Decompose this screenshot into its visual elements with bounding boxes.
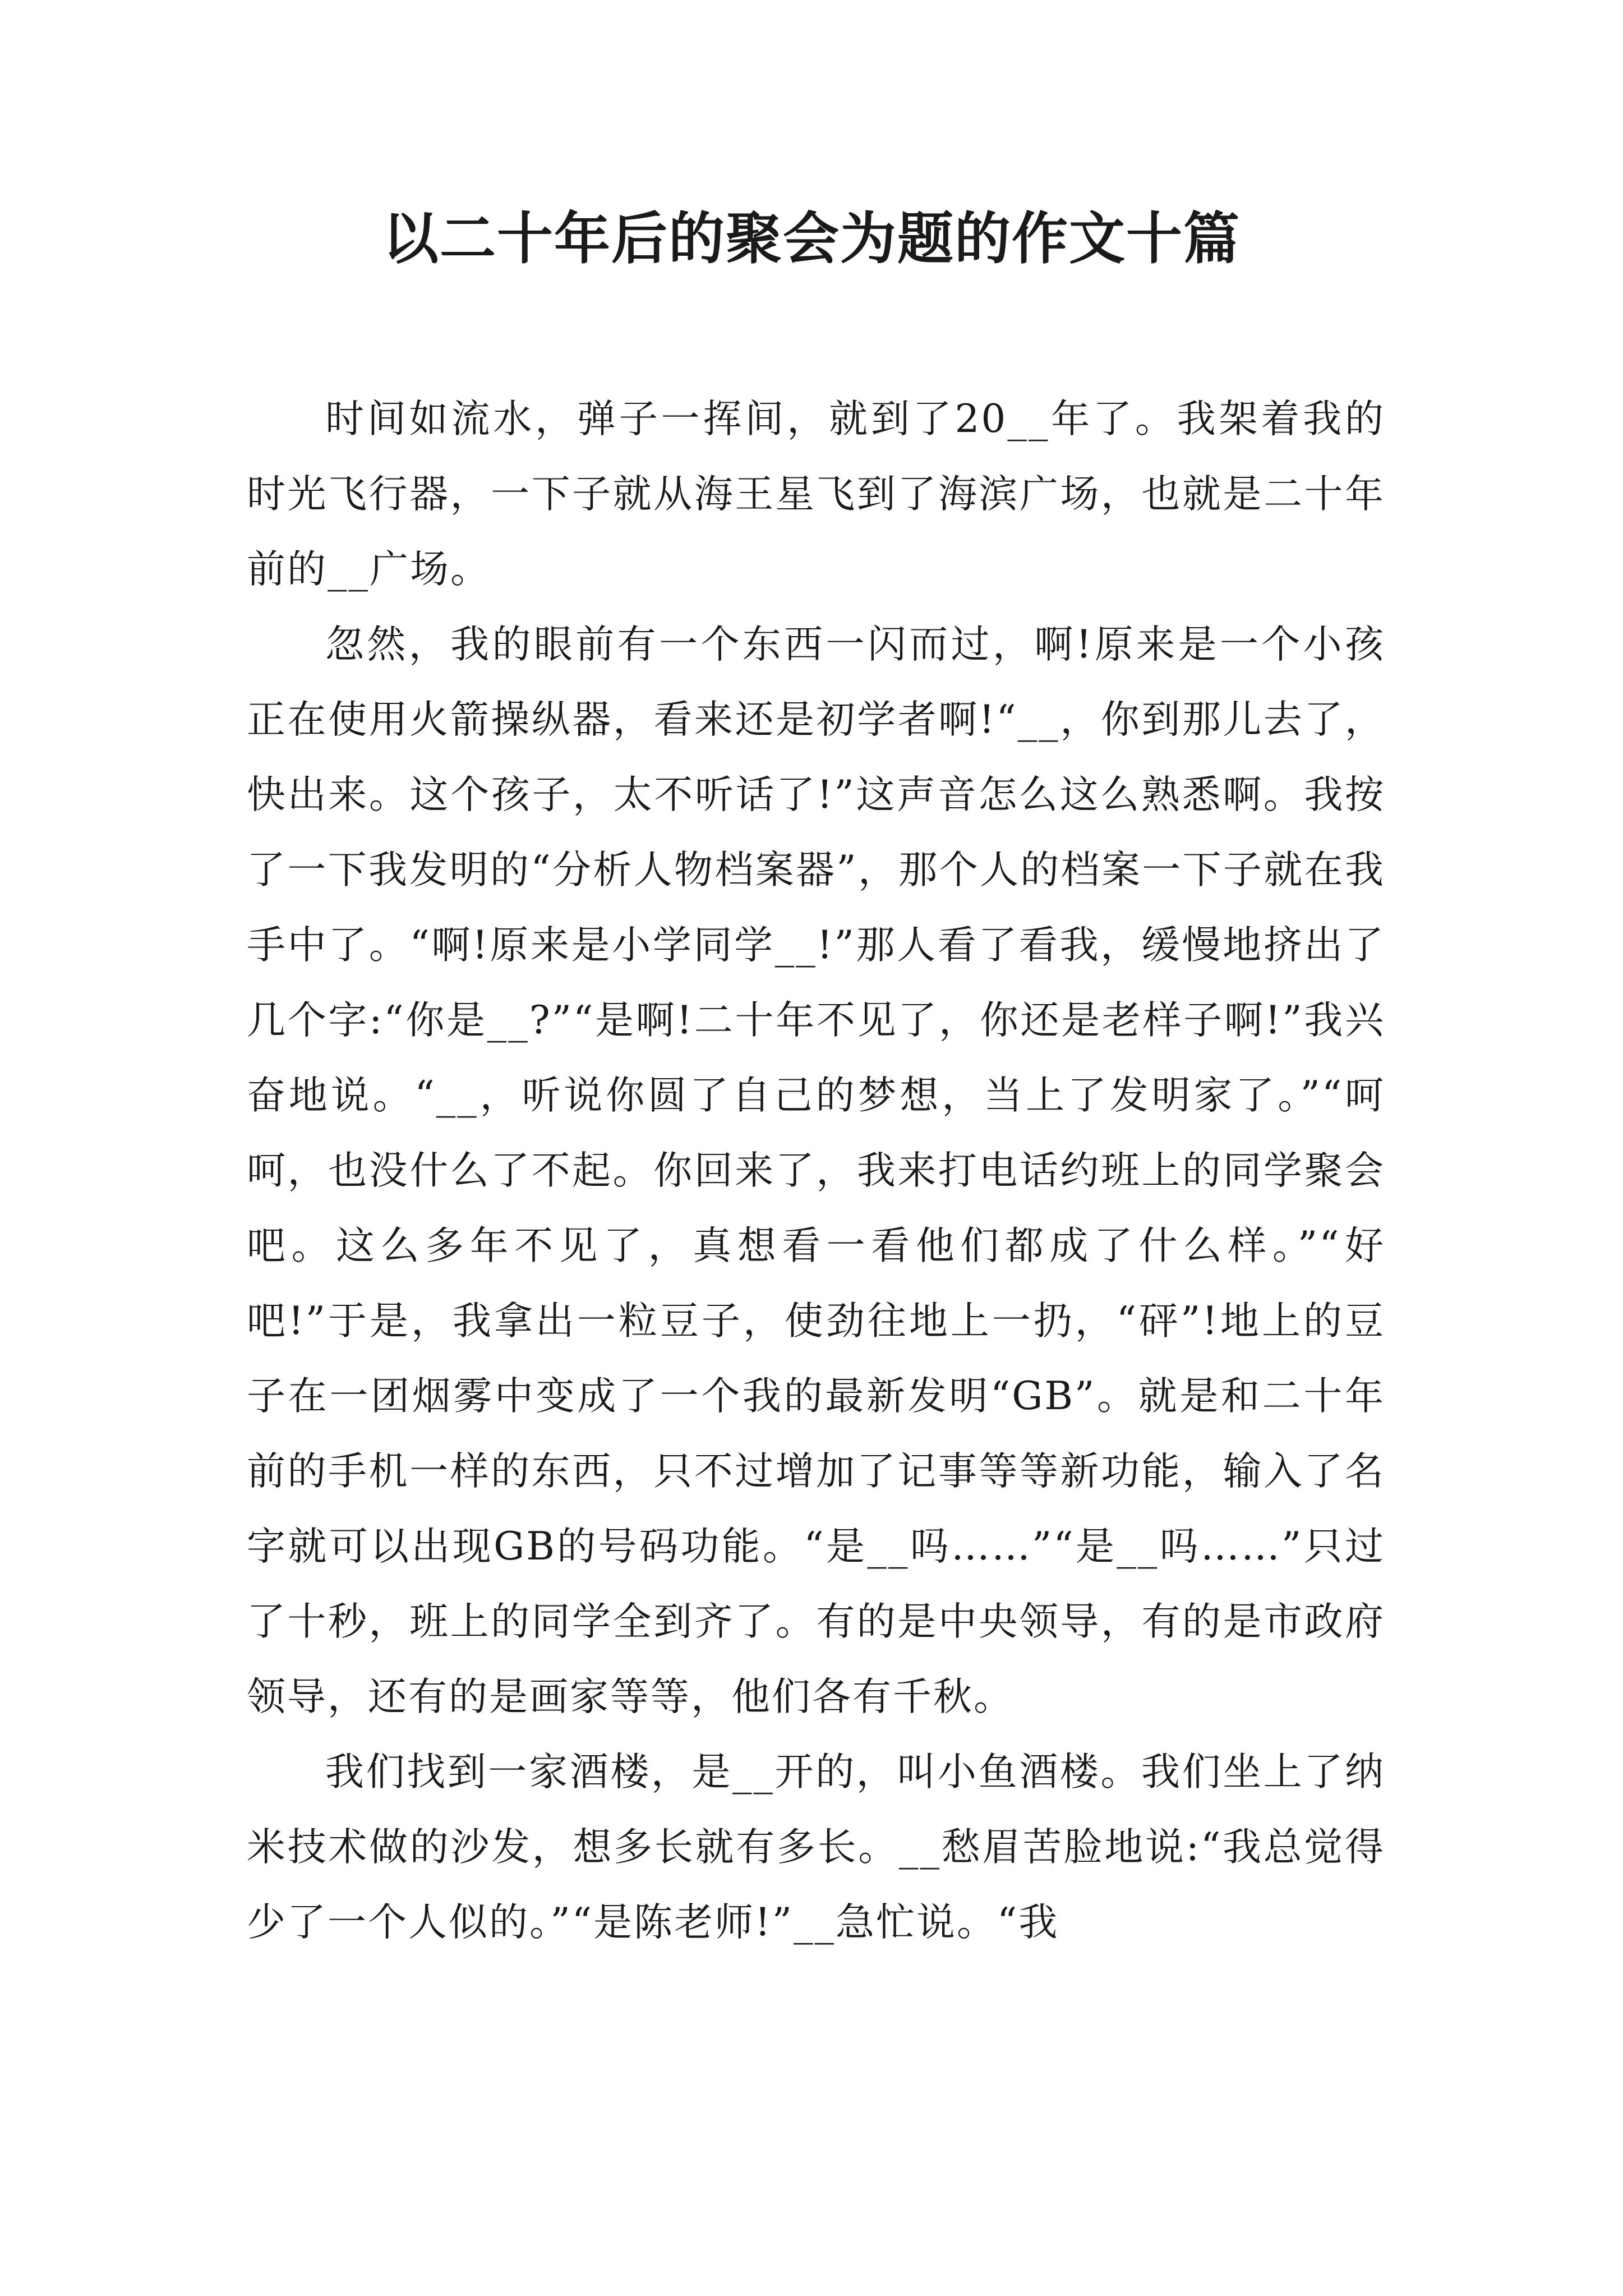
document-title: 以二十年后的聚会为题的作文十篇 bbox=[382, 205, 1241, 272]
paragraph-3: 我们找到一家酒楼，是__开的，叫小鱼酒楼。我们坐上了纳米技术做的沙发，想多长就有多长。__愁眉苦脸地说:“我总觉得少了一个人似的。”“是陈老师!”__急忙说。“我 bbox=[247, 1750, 1385, 1945]
document-body bbox=[247, 381, 1385, 1960]
paragraph-2: 忽然，我的眼前有一个东西一闪而过，啊!原来是一个小孩正在使用火箭操纵器，看来还是初学者啊!“__，你到那儿去了，快出来。这个孩子，太不听话了!”这声音怎么这么熟悉啊。我按了一下我发明的“分析人物档案器”，那个人的档案一下子就在我手中了。“啊!原来是小学同学__!”那人看了看我，缓慢地挤出了几个字:“你是__?”“是啊!二十年不见了，你还是老样子啊!”我兴奋地说。“__，听说你圆了自己的梦想，当上了发明家了。”“呵呵，也没什么了不起。你回来了，我来打电话约班上的同学聚会吧。这么多年不见了，真想看一看他们都成了什么样。”“好吧!”于是，我拿出一粒豆子，使劲往地上一扔，“砰”!地上的豆子在一团烟雾中变成了一个我的最新发明“GB”。就是和二十年前的手机一样的东西，只不过增加了记事等等新功能，输入了名字就可以出现GB的号码功能。“是__吗……”“是__吗……”只过了十秒，班上的同学全到齐了。有的是中央领导，有的是市政府领导，还有的是画家等等，他们各有千秋。 bbox=[247, 622, 1385, 1719]
paragraph-1: 时间如流水，弹子一挥间，就到了20__年了。我架着我的时光飞行器，一下子就从海王星飞到了海滨广场，也就是二十年前的__广场。 bbox=[247, 397, 1385, 592]
